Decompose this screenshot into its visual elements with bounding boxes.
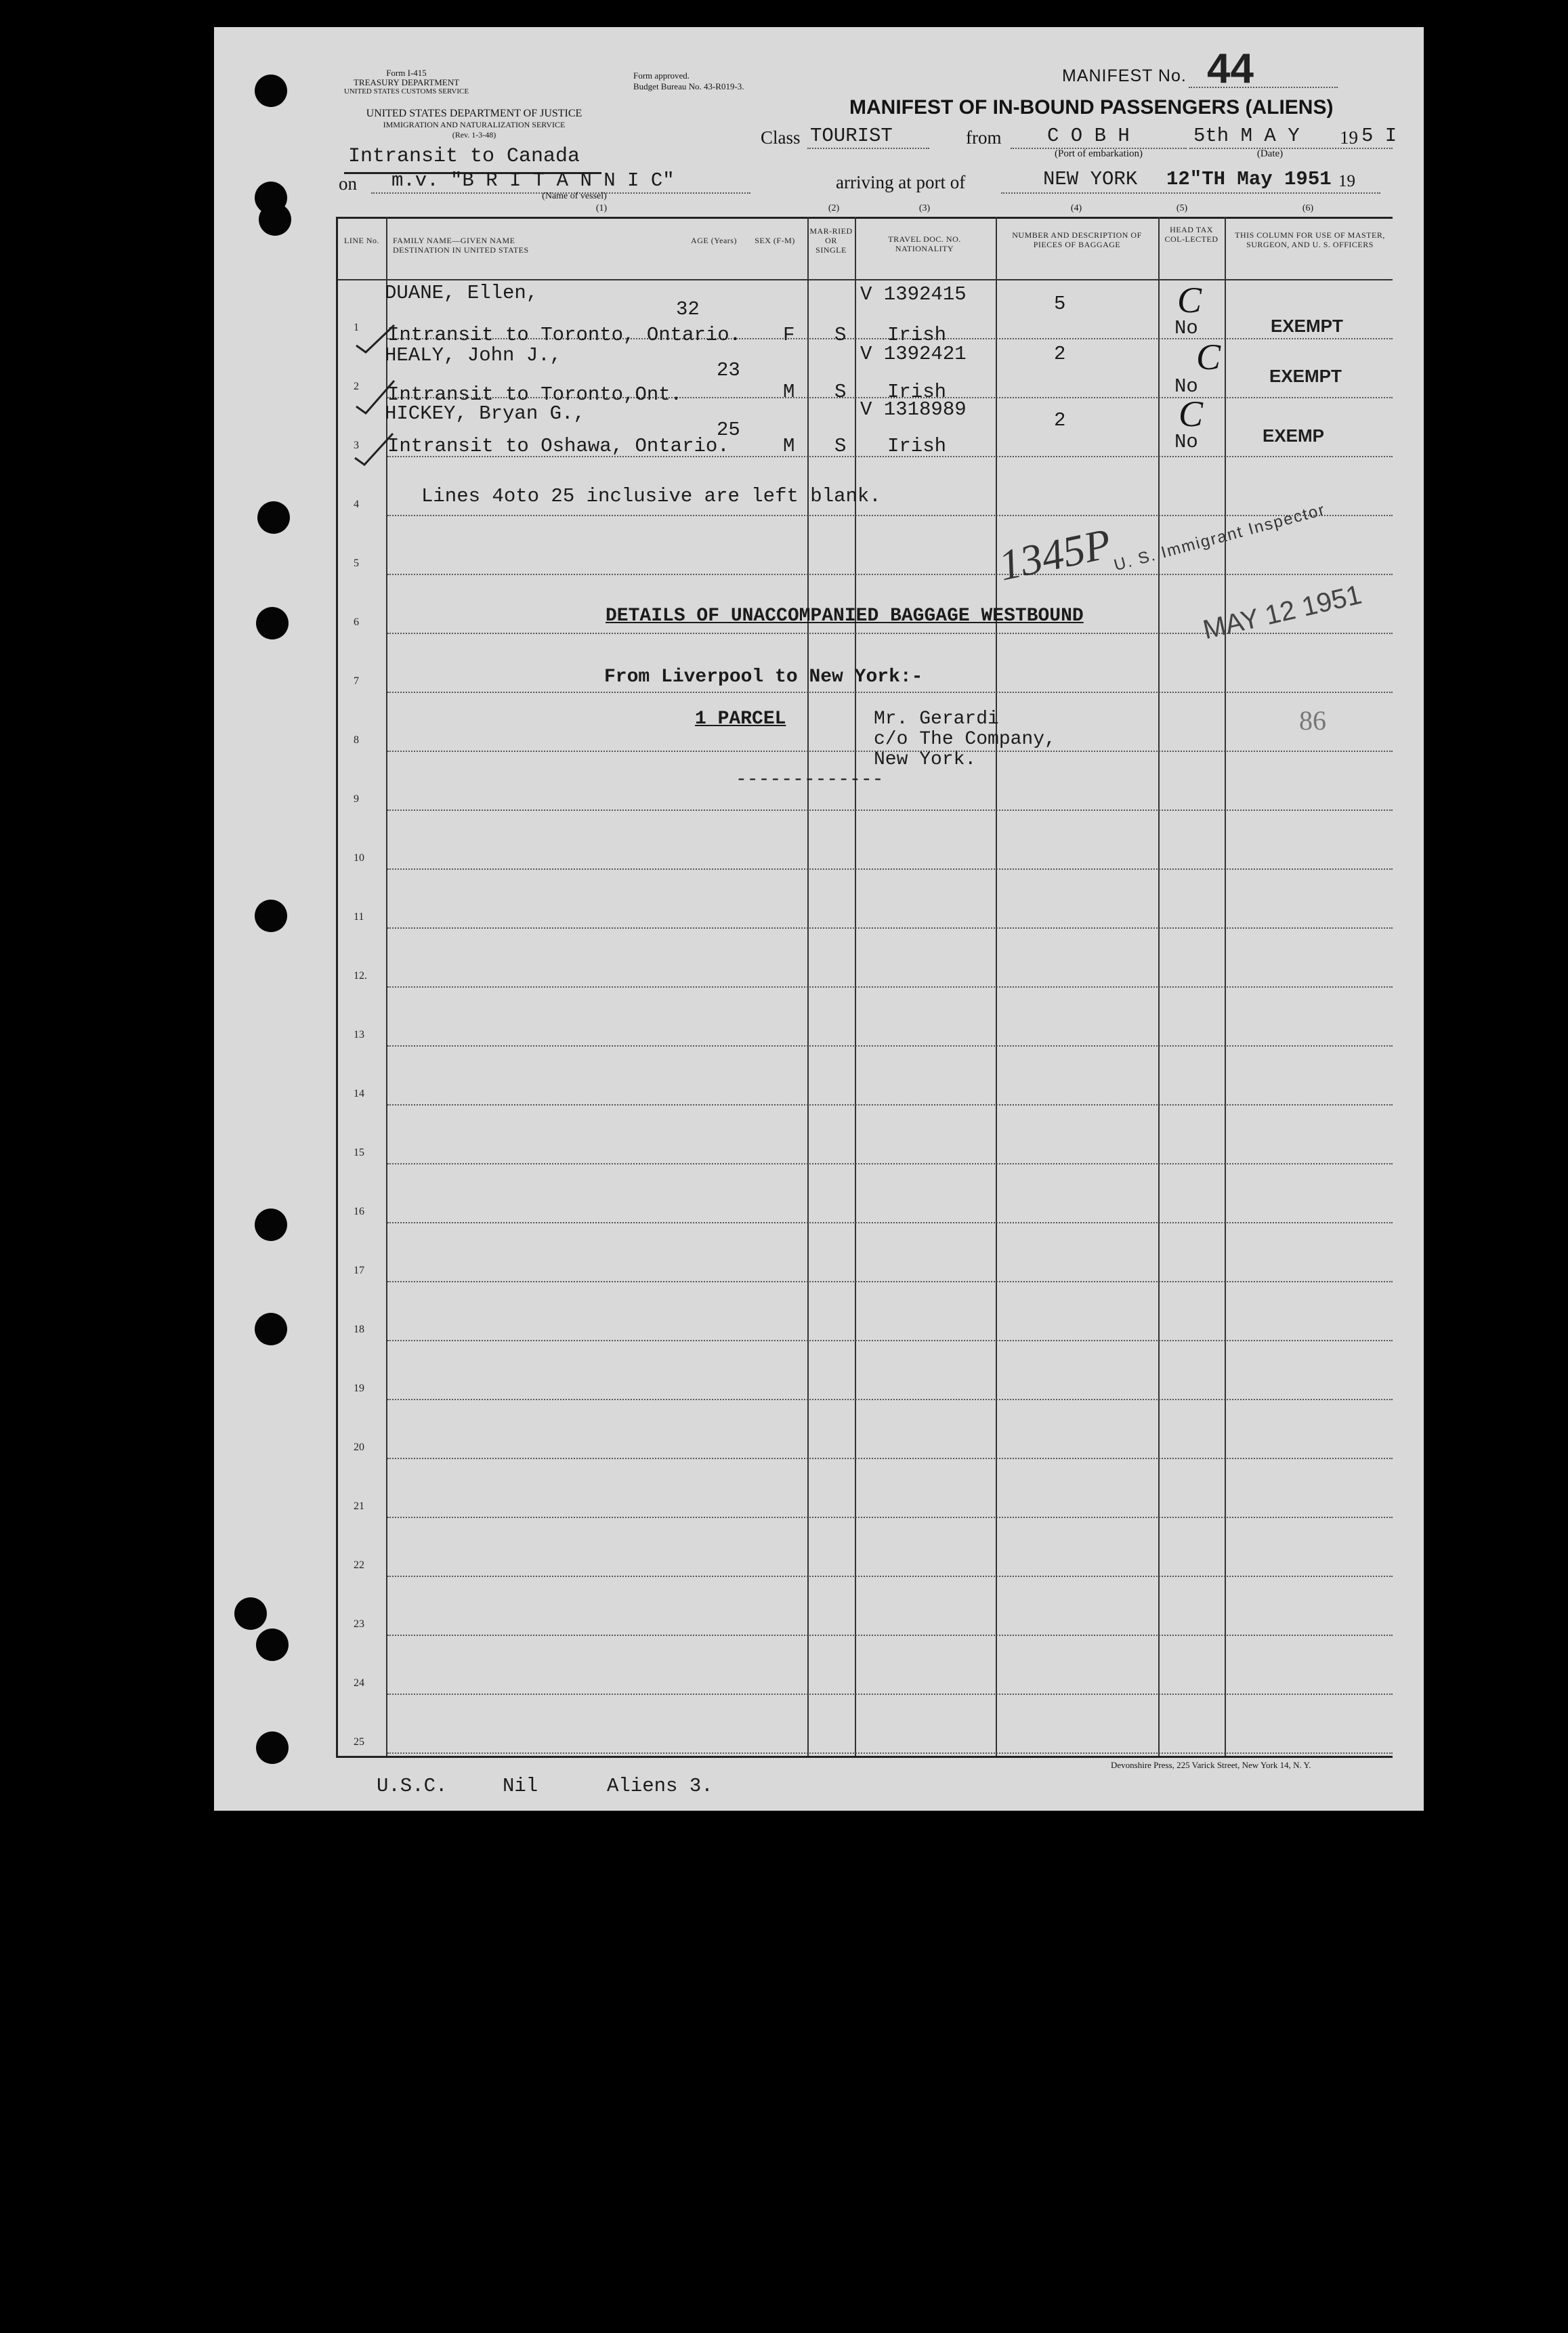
dash-separator: ------------- xyxy=(736,770,884,791)
passenger-3-status: S xyxy=(834,435,847,457)
row-rule xyxy=(387,1222,1393,1223)
passenger-3-tax: No xyxy=(1174,431,1198,453)
passenger-1-status: S xyxy=(834,324,847,346)
passenger-2-sex: M xyxy=(783,381,795,403)
line-number: 1 xyxy=(354,322,359,333)
parcel-count: 1 PARCEL xyxy=(695,709,786,730)
embarkation-date: 5th M A Y xyxy=(1193,125,1300,147)
punch-hole xyxy=(259,203,291,236)
line-number: 2 xyxy=(354,381,359,392)
on-label: on xyxy=(339,173,357,194)
class-value: TOURIST xyxy=(810,125,893,147)
line-number: 23 xyxy=(354,1618,364,1630)
year-prefix: 19 xyxy=(1340,127,1358,148)
passenger-2-nationality: Irish xyxy=(887,381,947,403)
from-label: from xyxy=(966,127,1002,148)
addressee-line-3: New York. xyxy=(874,749,977,770)
passenger-2-age: 23 xyxy=(717,359,740,381)
line-number: 10 xyxy=(354,852,364,864)
passenger-3-doc: V 1318989 xyxy=(860,398,967,421)
col-header-officers: THIS COLUMN FOR USE OF MASTER, SURGEON, AND U. S. OFFICERS xyxy=(1235,230,1385,249)
passenger-1-destination: Intransit to Toronto, Ontario. xyxy=(387,324,742,346)
date-caption: (Date) xyxy=(1256,148,1284,159)
punch-hole xyxy=(257,501,290,534)
vessel-name: m.v. "B R I T A N N I C" xyxy=(391,169,675,192)
arrival-date: 12"TH May 1951 xyxy=(1166,168,1332,190)
line-number: 9 xyxy=(354,793,359,805)
punch-hole xyxy=(256,1731,289,1764)
line-number: 11 xyxy=(354,911,364,923)
footer-aliens: Aliens 3. xyxy=(607,1775,713,1797)
col-header-sex: SEX (F-M) xyxy=(755,236,795,245)
baggage-route: From Liverpool to New York:- xyxy=(604,667,923,688)
arrival-year-suffix: 19 xyxy=(1338,172,1355,190)
passenger-2-status: S xyxy=(834,381,847,403)
row-rule xyxy=(387,1752,1393,1754)
passenger-3-tax-mark: C xyxy=(1179,394,1204,434)
arrival-port: NEW YORK xyxy=(1043,168,1138,190)
passenger-1-age: 32 xyxy=(676,298,700,320)
col-header-travel: TRAVEL DOC. NO. NATIONALITY xyxy=(888,234,961,253)
line-number: 13 xyxy=(354,1029,364,1041)
row-rule xyxy=(387,1340,1393,1341)
row-rule xyxy=(387,692,1393,693)
column-number-3: (3) xyxy=(918,203,931,213)
passenger-3-nationality: Irish xyxy=(887,435,947,457)
row-rule xyxy=(387,1399,1393,1400)
blank-lines-note: Lines 4oto 25 inclusive are left blank. xyxy=(421,485,881,507)
col-header-married: MAR-RIED OR SINGLE xyxy=(809,226,853,255)
line-number: 20 xyxy=(354,1442,364,1453)
footer-usc: U.S.C. xyxy=(377,1775,448,1797)
row-rule xyxy=(387,1104,1393,1106)
row-rule xyxy=(387,1163,1393,1164)
treasury-dept: TREASURY DEPARTMENT xyxy=(353,77,460,87)
punch-hole xyxy=(255,900,287,932)
row-rule xyxy=(387,1045,1393,1047)
line-number: 3 xyxy=(354,440,359,451)
passenger-1-doc: V 1392415 xyxy=(860,283,967,306)
inspector-stamp: U. S. Immigrant Inspector xyxy=(1111,500,1328,575)
row-rule xyxy=(387,1458,1393,1459)
row-rule xyxy=(387,868,1393,870)
line-number: 22 xyxy=(354,1559,364,1571)
addressee-line-1: Mr. Gerardi xyxy=(874,709,999,730)
port-caption: (Port of embarkation) xyxy=(1055,148,1143,159)
row-rule xyxy=(387,1281,1393,1282)
row-rule xyxy=(387,986,1393,988)
line-number: 8 xyxy=(354,734,359,746)
arriving-label: arriving at port of xyxy=(836,172,966,192)
embarkation-port: C O B H xyxy=(1047,125,1130,147)
line-number: 14 xyxy=(354,1088,364,1099)
passenger-1-baggage: 5 xyxy=(1054,293,1066,315)
passenger-3-exempt-stamp: EXEMP xyxy=(1263,425,1325,446)
passenger-3-baggage: 2 xyxy=(1054,409,1066,432)
line-number: 16 xyxy=(354,1206,364,1217)
form-approved: Form approved. xyxy=(633,70,690,81)
punch-hole xyxy=(255,1313,287,1345)
passenger-2-name: HEALY, John J., xyxy=(385,344,562,366)
column-number-1: (1) xyxy=(595,203,608,213)
row-rule xyxy=(387,1576,1393,1577)
line-number: 4 xyxy=(354,499,359,510)
page-title: MANIFEST OF IN-BOUND PASSENGERS (ALIENS) xyxy=(849,96,1334,119)
handwritten-note: 1345P xyxy=(994,519,1116,590)
line-number: 6 xyxy=(354,616,359,628)
row-rule xyxy=(387,574,1393,575)
col-header-baggage: NUMBER AND DESCRIPTION OF PIECES OF BAGGAGE xyxy=(1012,230,1142,249)
passenger-3-name: HICKEY, Bryan G., xyxy=(385,402,585,425)
officer-number: 86 xyxy=(1299,705,1326,736)
line-number: 7 xyxy=(354,675,359,687)
punch-hole xyxy=(255,1208,287,1241)
passenger-1-sex: F xyxy=(783,324,795,346)
manifest-no-label: MANIFEST No. xyxy=(1062,66,1187,85)
passenger-2-tax: No xyxy=(1174,375,1198,398)
line-number: 18 xyxy=(354,1324,364,1335)
form-number: Form I-415 xyxy=(386,68,427,78)
row-rule xyxy=(387,1635,1393,1636)
embarkation-year: 5 I xyxy=(1361,125,1397,147)
col-header-age: AGE (Years) xyxy=(691,236,737,245)
col-header-tax: HEAD TAX COL-LECTED xyxy=(1164,225,1219,244)
customs-service: UNITED STATES CUSTOMS SERVICE xyxy=(343,87,469,96)
ins-heading: IMMIGRATION AND NATURALIZATION SERVICE xyxy=(383,120,566,129)
passenger-2-exempt-stamp: EXEMPT xyxy=(1269,366,1342,386)
passenger-1-tax-mark: C xyxy=(1177,280,1202,320)
check-marks xyxy=(352,298,433,474)
footer-nil: Nil xyxy=(503,1775,538,1797)
punch-hole xyxy=(255,75,287,107)
line-number: 21 xyxy=(354,1500,364,1512)
line-number: 17 xyxy=(354,1265,364,1276)
column-number-4: (4) xyxy=(1070,203,1082,213)
passenger-3-age: 25 xyxy=(717,419,740,441)
line-number: 24 xyxy=(354,1677,364,1689)
passenger-3-sex: M xyxy=(783,435,795,457)
passenger-2-doc: V 1392421 xyxy=(860,343,967,365)
row-rule xyxy=(387,1694,1393,1695)
punch-hole xyxy=(256,1628,289,1661)
table-bottom-border xyxy=(336,1756,1393,1758)
passenger-1-nationality: Irish xyxy=(887,324,947,346)
line-number: 12. xyxy=(354,970,367,982)
class-label: Class xyxy=(761,127,801,148)
line-number: 25 xyxy=(354,1736,364,1748)
doj-heading: UNITED STATES DEPARTMENT OF JUSTICE xyxy=(366,108,582,119)
col-header-name: FAMILY NAME—GIVEN NAME DESTINATION IN UNITED STATES xyxy=(393,236,529,255)
addressee-line-2: c/o The Company, xyxy=(874,729,1056,750)
punch-hole xyxy=(256,607,289,639)
passenger-1-exempt-stamp: EXEMPT xyxy=(1271,316,1343,336)
row-rule xyxy=(387,515,1393,516)
passenger-2-destination: Intransit to Toronto,Ont. xyxy=(387,383,683,406)
passenger-1-name: DUANE, Ellen, xyxy=(385,282,538,304)
column-number-5: (5) xyxy=(1176,203,1188,213)
row-rule xyxy=(387,1517,1393,1518)
line-number: 5 xyxy=(354,558,359,569)
row-rule xyxy=(387,927,1393,929)
line-number: 19 xyxy=(354,1383,364,1394)
line-number: 15 xyxy=(354,1147,364,1158)
intransit-note: Intransit to Canada xyxy=(348,145,580,168)
row-rule xyxy=(387,810,1393,811)
baggage-details-title: DETAILS OF UNACCOMPANIED BAGGAGE WESTBOUND xyxy=(606,606,1084,627)
column-number-2: (2) xyxy=(828,203,840,213)
punch-hole xyxy=(234,1597,267,1630)
manifest-number: 44 xyxy=(1207,45,1254,92)
passenger-2-tax-mark: C xyxy=(1196,337,1221,377)
printer-credit: Devonshire Press, 225 Varick Street, New York 14, N. Y. xyxy=(1111,1760,1311,1770)
form-revision: (Rev. 1-3-48) xyxy=(452,130,496,140)
vessel-caption: (Name of vessel) xyxy=(542,191,607,201)
col-header-line: LINE No. xyxy=(344,236,379,245)
date-stamp: MAY 12 1951 xyxy=(1200,579,1365,646)
column-number-6: (6) xyxy=(1302,203,1314,213)
table-top-border xyxy=(336,217,1393,219)
budget-bureau: Budget Bureau No. 43-R019-3. xyxy=(633,81,744,91)
passenger-2-baggage: 2 xyxy=(1054,343,1066,365)
passenger-3-destination: Intransit to Oshawa, Ontario. xyxy=(387,435,729,457)
passenger-1-tax: No xyxy=(1174,317,1198,339)
